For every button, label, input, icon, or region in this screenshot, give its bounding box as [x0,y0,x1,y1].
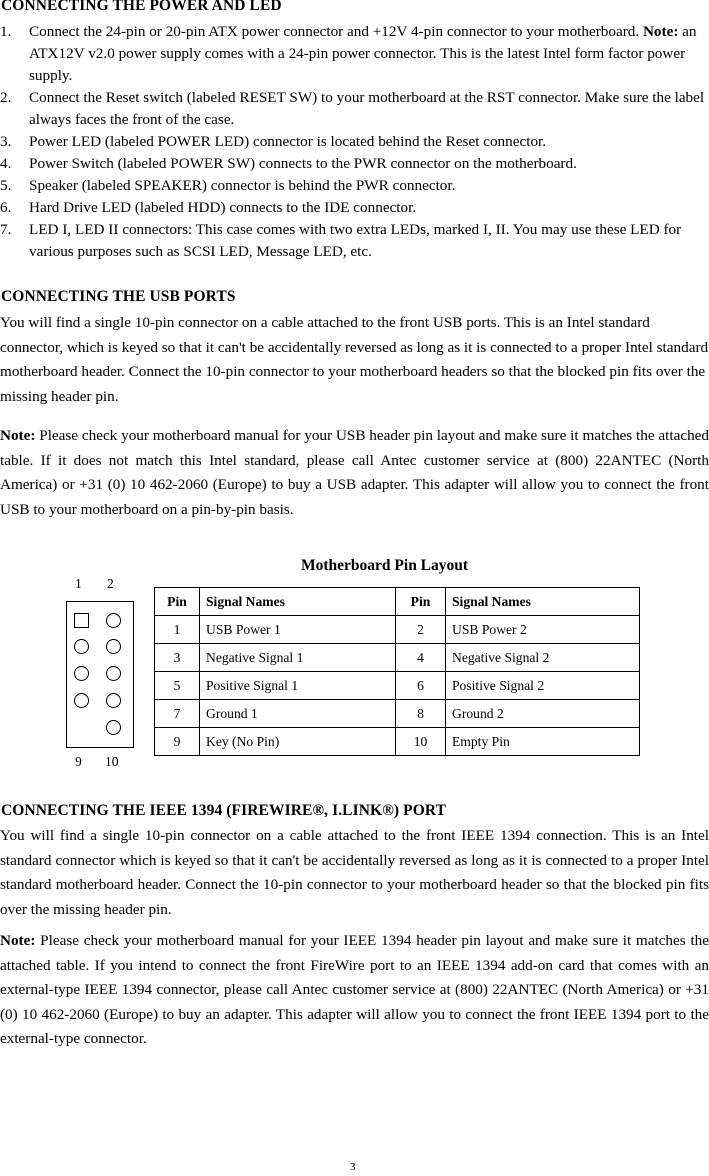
pin-layout-table [154,587,640,756]
table-cell: Negative Signal 1 [200,644,396,672]
usb-header-diagram [66,601,134,748]
step-text: LED I, LED II connectors: This case comes with two extra LEDs, marked I, II. You may use these LED for various purposes such as SCSI LED, Message LED, etc. [29,221,682,260]
section-heading-power-led: CONNECTING THE POWER AND LED [1,0,282,14]
table-row [155,672,640,700]
table-cell: Negative Signal 2 [446,644,640,672]
table-cell: 2 [396,616,446,644]
table-row [155,644,640,672]
table-row [155,700,640,728]
table-header-row [155,588,640,616]
pin-table-title: Motherboard Pin Layout [301,557,469,574]
table-cell: 3 [155,644,200,672]
step-number: 4. [0,155,12,172]
list-item [0,219,709,263]
column-header: Signal Names [446,588,640,616]
step-number: 5. [0,177,12,194]
pin-label: 9 [75,754,82,769]
usb-paragraph: You will find a single 10-pin connector on a cable attached to the front USB ports. This is an Intel standard connector, which is keyed so that it can't be accidentally reversed as long as it is connected to a proper Intel standard motherboard header. Connect the 10-pin connector to your motherboard headers so that the blocked pin fits over the missing header pin. [0,314,709,405]
note-label: Note: [0,932,36,949]
step-text: Hard Drive LED (labeled HDD) connects to the IDE connector. [29,199,417,216]
table-cell: 9 [155,728,200,756]
note-text: Please check your motherboard manual for your USB header pin layout and make sure it matches the attached table. If it does not match this Intel standard, please call Antec customer service at (800) 22ANTEC (North America) or +31 (0) 10 462-2060 (Europe) to buy a USB adapter. This adapter will allow you to connect the front USB to your motherboard on a pin-by-pin basis. [0,427,709,518]
table-cell: Ground 2 [446,700,640,728]
column-header: Pin [396,588,446,616]
step-number: 1. [0,23,12,40]
pin-icon [106,693,121,708]
table-cell: 7 [155,700,200,728]
column-header: Pin [155,588,200,616]
table-cell: USB Power 2 [446,616,640,644]
ieee1394-paragraph: You will find a single 10-pin connector on a cable attached to the front IEEE 1394 connection. This is an Intel standard connector which is keyed so that it can't be accidentally reversed as long as it is connected to a proper Intel standard motherboard header. Connect the 10-pin connector to your motherboard header so that the blocked pin fits over the missing header pin. [0,827,709,918]
table-row [155,616,640,644]
pin-icon [74,693,89,708]
table-cell: Positive Signal 1 [200,672,396,700]
list-item [0,21,709,87]
table-cell: 10 [396,728,446,756]
step-number: 6. [0,199,12,216]
section-heading-usb: CONNECTING THE USB PORTS [1,288,236,305]
usb-note-paragraph [0,424,709,522]
step-text: Connect the Reset switch (labeled RESET SW) to your motherboard at the RST connector. Make sure the label always faces the front of the case. [29,89,705,128]
blocked-pin-icon [74,613,89,628]
step-text: Speaker (labeled SPEAKER) connector is behind the PWR connector. [29,177,456,194]
table-cell: Key (No Pin) [200,728,396,756]
table-row [155,728,640,756]
table-cell: 1 [155,616,200,644]
step-text: Connect the 24-pin or 20-pin ATX power connector and +12V 4-pin connector to your motherboard. [29,23,643,40]
note-text: Please check your motherboard manual for your IEEE 1394 header pin layout and make sure it matches the attached table. If you intend to connect the front FireWire port to an IEEE 1394 add-on card that comes with an external-type IEEE 1394 connector, please call Antec customer service at (800) 22ANTEC (North America) or +31 (0) 10 462-2060 (Europe) to buy an adapter. This adapter will allow you to connect the front IEEE 1394 port to the external-type connector. [0,932,709,1047]
table-cell: Positive Signal 2 [446,672,640,700]
pin-label: 2 [107,576,114,591]
table-cell: 6 [396,672,446,700]
step-text: Power LED (labeled POWER LED) connector is located behind the Reset connector. [29,133,547,150]
note-label: Note: [642,23,679,40]
pin-label: 10 [105,754,119,769]
pin-label: 1 [75,576,82,591]
list-item [0,87,709,131]
table-cell: 8 [396,700,446,728]
step-number: 7. [0,221,12,238]
column-header: Signal Names [200,588,396,616]
step-text: Power Switch (labeled POWER SW) connects to the PWR connector on the motherboard. [29,155,577,172]
ieee1394-note-paragraph [0,929,709,1052]
list-item [0,197,709,219]
table-cell: 5 [155,672,200,700]
pin-icon [106,720,121,735]
note-label: Note: [0,427,36,444]
step-number: 2. [0,89,12,106]
step-text-cont: an ATX12V v2.0 power supply comes with a 24-pin power connector. This is the latest Intel form factor power supply. [29,23,697,84]
pin-icon [74,639,89,654]
step-number: 3. [0,133,12,150]
table-cell: Ground 1 [200,700,396,728]
list-item [0,131,709,153]
pin-icon [106,639,121,654]
table-cell: Empty Pin [446,728,640,756]
pin-icon [106,613,121,628]
list-item [0,175,709,197]
list-item [0,153,709,175]
table-cell: 4 [396,644,446,672]
page-number: 3 [350,1161,356,1173]
table-cell: USB Power 1 [200,616,396,644]
section-heading-ieee1394: CONNECTING THE IEEE 1394 (FIREWIRE®, I.LINK®) PORT [1,802,447,819]
power-led-steps [0,21,709,263]
pin-icon [106,666,121,681]
pin-icon [74,666,89,681]
